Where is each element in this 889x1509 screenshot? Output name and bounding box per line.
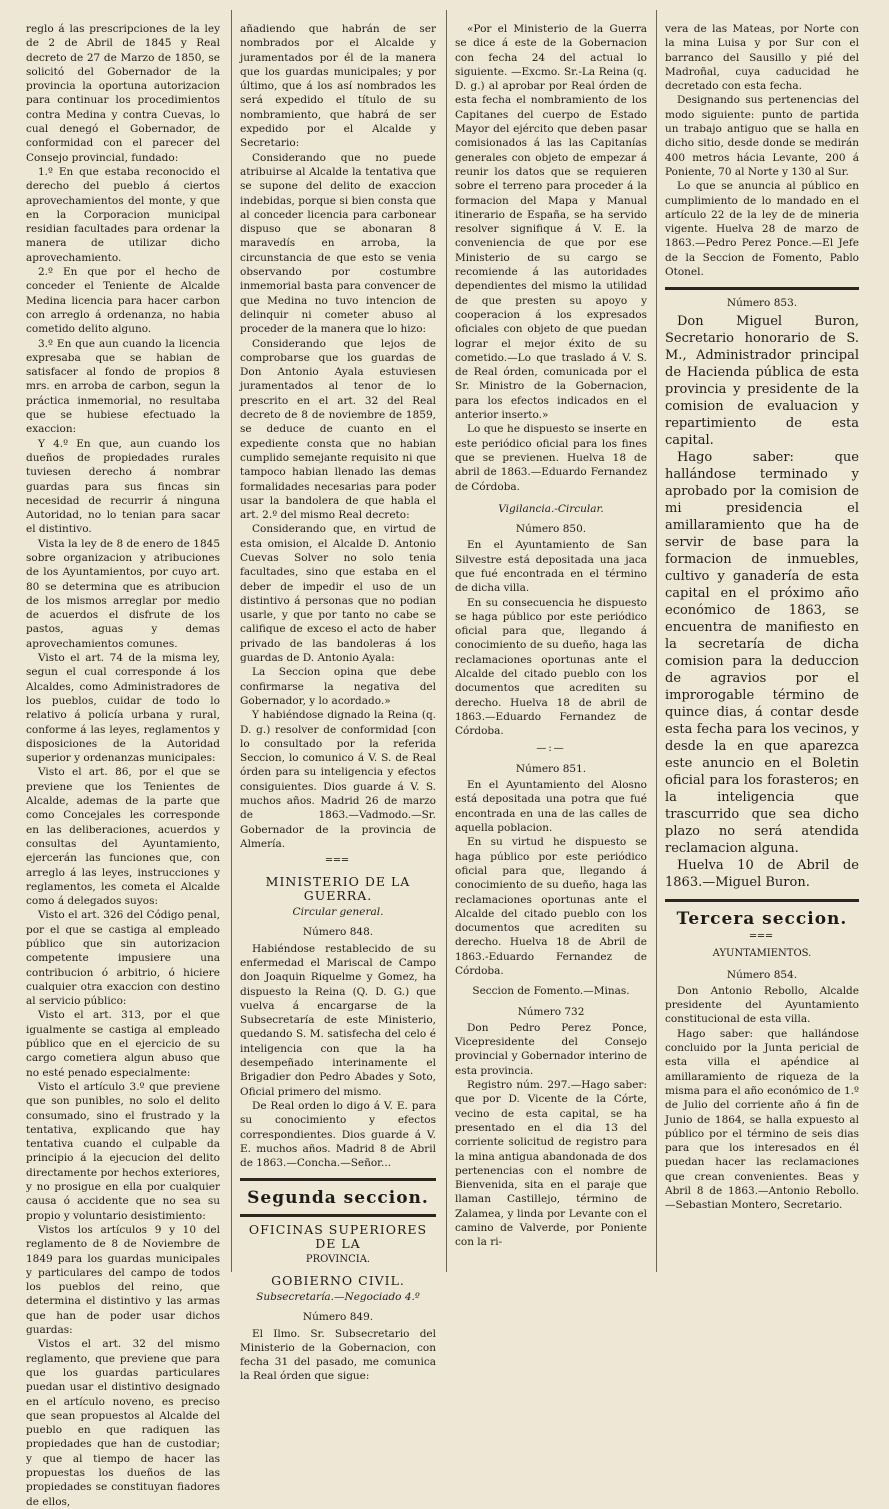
- paragraph: Vista la ley de 8 de enero de 1845 sobre organizacion y atribuciones de los Ayuntamientos, por cuyo art. 80 se determina que es atribucion de los mismos arreglar por medio de acuerdos el disfrute de los pastos, aguas y demas aprovechamientos comunes.: [26, 537, 220, 650]
- section-rule: [240, 1178, 436, 1181]
- paragraph: De Real orden lo digo á V. E. para su conocimiento y efectos correspondientes. Dios guarde á V. E. muchos años. Madrid 8 de Abril de 1863.—Concha.—Señor...: [240, 1099, 436, 1170]
- column-1: [26, 22, 220, 1508]
- paragraph: reglo á las prescripciones de la ley de 2 de Abril de 1845 y Real decreto de 27 de Marzo de 1850, se solicitó del Gobernador de la provincia la oportuna autorizacion para continuar los procedimientos contra Medina y contra Cuevas, lo cual denegó el Gobernador, de conformidad con el parecer del Consejo provincial, fundado:: [26, 23, 220, 164]
- paragraph: 1.º En que estaba reconocido el derecho del pueblo á ciertos aprovechamientos del monte, y que en la Corporacion municipal residian facultades para ordenar la manera de utilizar dicho aprovechamiento.: [26, 165, 220, 264]
- paragraph: En su consecuencia he dispuesto se haga público por este periódico oficial para que, llegando á conocimiento de su dueño, haga las reclamaciones oportunas ante el Alcalde del citado pueblo con los documentos que acrediten su derecho. Huelva 18 de abril de 1863.—Eduardo Fernandez de Córdoba.: [455, 596, 647, 738]
- column-rule: [231, 10, 232, 1272]
- section-rule: [240, 1214, 436, 1217]
- paragraph: añadiendo que habrán de ser nombrados por el Alcalde y juramentados por él de la manera que los guardas municipales; y por último, que á los así nombrados les será expedido el título de su nombramiento, que habrá de ser expedido por el Alcalde y Secretario:: [240, 23, 436, 150]
- paragraph: Y 4.º En que, aun cuando los dueños de propiedades rurales tuviesen derecho á nombrar guardas para sus fincas sin necesidad de recurrir á ninguna Autoridad, no lo tenian para sacar el distintivo.: [26, 437, 220, 536]
- paragraph: Hago saber: que hallándose concluido por la Junta pericial de esta villa el apéndice al amillaramiento de riqueza de la misma para el año económico de 1.º de Julio del corriente año á fin de Junio de 1864, se halla expuesto al público por el término de seis dias para que los interesados en él puedan hacer las reclamaciones que crean convenientes. Beas y Abril 8 de 1863.—Antonio Rebollo.—Sebastian Montero, Secretario.: [665, 1027, 859, 1212]
- paragraph: Y habiéndose dignado la Reina (q. D. g.) resolver de conformidad [con lo consultado por la referida Seccion, lo comunico á V. S. de Real órden para su inteligencia y efectos consiguientes. Dios guarde á V. S. muchos años. Madrid 26 de marzo de 1863.—Vadmodo.—Sr. Gobernador de la provincia de Almería.: [240, 709, 436, 850]
- paragraph: Registro núm. 297.—Hago saber: que por D. Vicente de la Córte, vecino de esta capital, se ha presentado en el dia 13 del corriente solicitud de registro para la mina antigua abandonada de dos pertenencias con el nombre de Bienvenida, sita en el paraje que llaman Castillejo, término de Zalamea, y linda por Levante con el camino de Valverde, por Poniente con la ri-: [455, 1079, 647, 1249]
- paragraph: Considerando que, en virtud de esta omision, el Alcalde D. Antonio Cuevas Solver no solo tenia facultades, sino que estaba en el deber de impedir el uso de un distintivo á personas que no podian usarle, y que por tanto no cabe se califique de exceso el acto de haber privado de las bandoleras á los guardas de D. Antonio Ayala:: [240, 523, 436, 665]
- notice-number: Número 849.: [302, 1311, 374, 1324]
- paragraph: 3.º En que aun cuando la licencia expresaba que se habian de satisfacer al fondo de propios 8 mrs. en arroba de carbon, segun la práctica inmemorial, no resultaba que se hubiese efectuado la exaccion:: [26, 337, 220, 436]
- councils-heading: AYUNTAMIENTOS.: [712, 948, 812, 960]
- paragraph: Visto el art. 326 del Código penal, por el que se castiga al empleado público que sin autorizacion competente impusiere una contribucion ó arbitrio, ó hiciere cualquier otra exaccion con destino al servicio público:: [26, 909, 220, 1008]
- separator: —:—: [536, 742, 566, 754]
- notice-number: Número 853.: [726, 297, 798, 310]
- vigilance-heading: Vigilancia.-Circular.: [498, 502, 604, 515]
- section-rule: [665, 287, 859, 290]
- notice-number: Número 854.: [726, 968, 798, 981]
- column-3: [455, 22, 647, 1274]
- notice-number: Número 850.: [515, 523, 587, 536]
- paragraph: Huelva 10 de Abril de 1863.—Miguel Buron.: [665, 857, 859, 890]
- government-heading: GOBIERNO CIVIL.: [271, 1272, 405, 1288]
- paragraph: Visto el artículo 3.º que previene que son punibles, no solo el delito consumado, sino el frustrado y la tentativa, explicando que hay tentativa cuando el culpable da principio á la ejecucion del delito directamente por hechos exteriores, y no prosigue en ella por cualquier causa ó accidente que no sea su propio y voluntario desistimiento:: [26, 1080, 220, 1222]
- circular-heading: Circular general.: [292, 906, 384, 919]
- paragraph: El Ilmo. Sr. Subsecretario del Ministerio de la Gobernacion, con fecha 31 del pasado, me comunica la Real órden que sigue:: [240, 1327, 436, 1383]
- paragraph: Visto el art. 86, por el que se previene que los Tenientes de Alcalde, ademas de la parte que como Concejales les corresponde en las deliberaciones, acuerdos y consultas del Ayuntamiento, ejercerán las funciones que, con arreglo á las leyes, instrucciones y reglamentos, les cometa el Alcalde como á delegados suyos:: [26, 766, 220, 908]
- paragraph: En el Ayuntamiento de San Silvestre está depositada una jaca que fué encontrada en el término de dicha villa.: [455, 539, 647, 595]
- column-4: [665, 22, 859, 1274]
- paragraph: Lo que se anuncia al público en cumplimiento de lo mandado en el artículo 22 de la ley de de mineria vigente. Huelva 28 de marzo de 1863.—Pedro Perez Ponce.—El Jefe de la Seccion de Fomento, Pablo Otonel.: [665, 180, 859, 279]
- paragraph: Don Antonio Rebollo, Alcalde presidente del Ayuntamiento constitucional de esta villa.: [665, 984, 859, 1026]
- column-rule: [656, 10, 657, 1272]
- paragraph: En su virtud he dispuesto se haga público por este periódico oficial para que, llegando á conocimiento de su dueño, haga las reclamaciones oportunas ante el Alcalde del citado pueblo con los documentos que acrediten su derecho. Huelva 18 de Abril de 1863.-Eduardo Fernandez de Córdoba.: [455, 836, 647, 977]
- paragraph: La Seccion opina que debe confirmarse la negativa del Gobernador, y lo acordado.»: [240, 666, 436, 707]
- paragraph: Visto el art. 74 de la misma ley, segun el cual corresponde á los Alcaldes, como Administradores de los pueblos, cuidar de todo lo relativo á policía urbana y rural, conforme á las leyes, reglamentos y disposiciones de la Autoridad superior y ordenanzas municipales:: [26, 652, 220, 765]
- offices-heading: OFICINAS SUPERIORES DE LA: [248, 1221, 428, 1252]
- paragraph: Vistos los artículos 9 y 10 del reglamento de 8 de Noviembre de 1849 para los guardas municipales y particulares del campo de todos los pueblos del reino, que determina el distintivo y las armas que han de poder usar dichos guardas:: [26, 1223, 220, 1337]
- section-rule: [665, 899, 859, 902]
- development-heading: Seccion de Fomento.—Minas.: [472, 985, 630, 998]
- notice-number: Número 732: [517, 1005, 585, 1018]
- column-rule: [446, 10, 447, 1272]
- paragraph: vera de las Mateas, por Norte con la mina Luisa y por Sur con el barranco del Sausillo y pié del Madroñal, cuya caducidad he decretado con esta fecha.: [665, 23, 859, 93]
- paragraph: Considerando que lejos de comprobarse que los guardas de Don Antonio Ayala estuviesen juramentados al tenor de lo prescrito en el art. 32 del Real decreto de 8 de noviembre de 1859, se deduce de cuanto en el expediente consta que no habian cumplido semejante requisito ni que tampoco habian llenado las demas formalidades necesarias para poder usar la bandolera de que habla el art. 2.º del mismo Real decreto:: [240, 337, 436, 522]
- ministry-heading: MINISTERIO DE LA GUERRA.: [265, 873, 411, 903]
- paragraph: Considerando que no puede atribuirse al Alcalde la tentativa que se supone del delito de exaccion indebidas, porque si bien consta que al conceder licencia para carbonear dispuso que se abonaran 8 maravedís en arroba, la circunstancia de que esto se venia observando por costumbre inmemorial basta para convencer de que Medina no tuvo intencion de delinquir ni cometer abuso al proceder de la manera que lo hizo:: [240, 151, 436, 336]
- paragraph: Don Miguel Buron, Secretario honorario de S. M., Administrador principal de Hacienda pública de esta provincia y presidente de la comision de evaluacion y repartimiento de esta capital.: [665, 313, 859, 448]
- paragraph: Vistos el art. 32 del mismo reglamento, que previene que para que los guardas particulares puedan usar el distintivo designado en el artículo noveno, es preciso que sean propuestos al Alcalde del pueblo en que radiquen las propiedades que han de custodiar; y que al tiempo de hacer las propuestas los dueños de las propiedades se constituyan fiadores de ellos,: [26, 1338, 220, 1508]
- paragraph: Hago saber: que hallándose terminado y aprobado por la comision de mi presidencia el amillaramiento que ha de servir de base para la formacion de inmuebles, cultivo y ganadería de esta capital en el próximo año económico de 1863, se encuentra de manifiesto en la secretaría de dicha comision para la deduccion de agravios por el improrogable término de quince dias, á contar desde esta fecha para los vecinos, y desde la en que aparezca este anuncio en el Boletin oficial para los forasteros; en la inteligencia que trascurrido que sea dicho plazo no será atendida reclamacion alguna.: [665, 449, 859, 856]
- paragraph: Habiéndose restablecido de su enfermedad el Mariscal de Campo don Joaquin Riquelme y Gomez, ha dispuesto la Reina (Q. D. G.) que vuelva á encargarse de la Subsecretaría de este Ministerio, quedando S. M. satisfecha del celo é inteligencia con que la ha desempeñado interinamente el Brigadier don Pedro Abades y Soto, Oficial primero del mismo.: [240, 942, 436, 1098]
- notice-number: Número 848.: [302, 926, 374, 939]
- notice-number: Número 851.: [515, 762, 587, 775]
- section-title: Tercera seccion.: [676, 908, 848, 929]
- section-title: Segunda seccion.: [247, 1188, 429, 1209]
- column-2: [240, 22, 436, 1383]
- separator: ═══: [325, 855, 351, 867]
- paragraph: Visto el art. 313, por el que igualmente se castiga al empleado público que en el ejercicio de su cargo cometiera algun abuso que no esté penado especialmente:: [26, 1009, 220, 1079]
- paragraph: 2.º En que por el hecho de conceder el Teniente de Alcalde Medina licencia para hacer carbon con arreglo á ordenanza, no habia cometido delito alguno.: [26, 266, 220, 336]
- paragraph: «Por el Ministerio de la Guerra se dice á este de la Gobernacion con fecha 24 del actual lo siguiente. —Excmo. Sr.-La Reina (q. D. g.) al aprobar por Real órden de esta fecha el nombramiento de los Capitanes del cuerpo de Estado Mayor del ejército que deben pasar comisionados á las las Capitanías generales con objeto de empezar á reunir los datos que se requieren sobre el terreno para proceder á la formacion del Mapa y Manual itinerario de España, se ha servido resolver signifique á V. E. la conveniencia de que por ese Ministerio de su cargo se recomiende á las autoridades dependientes del mismo la utilidad de que presten su apoyo y cooperacion á los expresados oficiales con objeto de que puedan lograr el mejor éxito de su cometido.—Lo que traslado á V. S. de Real órden, comunicada por el Sr. Ministro de la Gobernacion, para los efectos indicados en el anterior inserto.»: [455, 23, 647, 422]
- paragraph: Lo que he dispuesto se inserte en este periódico oficial para los fines que se previenen. Huelva 18 de abril de 1863.—Eduardo Fernandez de Córdoba.: [455, 423, 647, 493]
- paragraph: Don Pedro Perez Ponce, Vicepresidente del Consejo provincial y Gobernador interino de esta provincia.: [455, 1021, 647, 1077]
- paragraph: Designando sus pertenencias del modo siguiente: punto de partida un trabajo antiguo que se halla en dicho sitio, desde donde se medirán 400 metros hácia Levante, 200 á Poniente, 70 al Norte y 130 al Sur.: [665, 94, 859, 178]
- paragraph: En el Ayuntamiento del Alosno está depositada una potra que fué encontrada en una de las calles de aquella poblacion.: [455, 779, 647, 835]
- separator: ═══: [749, 930, 775, 942]
- province-heading: PROVINCIA.: [305, 1254, 371, 1266]
- subsecretary-heading: Subsecretaría.—Negociado 4.º: [256, 1290, 420, 1303]
